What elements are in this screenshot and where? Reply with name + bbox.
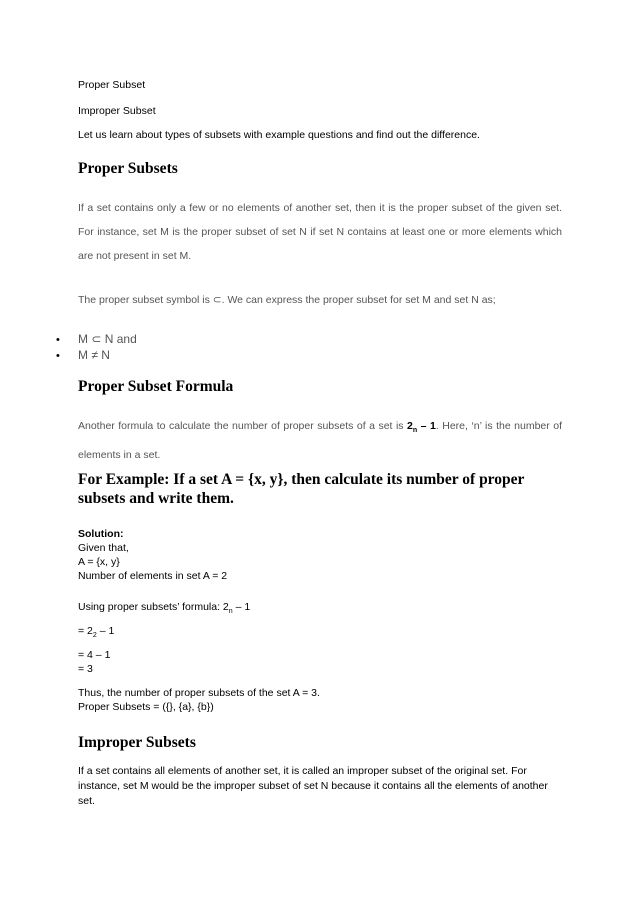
formula-tail: – 1 — [417, 420, 436, 432]
bullet-text: M ⊂ N and — [78, 332, 137, 346]
using-formula-tail: – 1 — [232, 601, 251, 613]
formula-text-after: . Here, ‘n’ is the number of elements in a set. — [78, 420, 563, 462]
formula-text — [78, 414, 562, 467]
proper-subsets-heading: Proper Subsets — [78, 160, 178, 177]
example-heading: For Example: If a set A = {x, y}, then calculate its number of proper subsets and write them. — [78, 471, 525, 507]
step3-line: = 3 — [78, 663, 93, 675]
solution-block — [78, 527, 568, 583]
proper-subsets-definition: If a set contains only a few or no elements of another set, then it is the proper subset of the given set. For instance, set M is the proper subset of set N if set N contains at least one or more elements which are not present in set M. — [78, 202, 562, 262]
steps-block — [78, 648, 568, 676]
conclusion-subsets: Proper Subsets = ({}, {a}, {b}) — [78, 701, 214, 713]
step1-line — [78, 624, 568, 643]
using-formula-exponent: n — [228, 608, 233, 616]
solution-label: Solution: — [78, 528, 124, 540]
using-formula-text: Using proper subsets’ formula: 2 — [78, 601, 229, 613]
intro-text: Let us learn about types of subsets with example questions and find out the difference. — [78, 129, 480, 141]
formula-base: 2 — [407, 420, 413, 432]
step1-base: = 2 — [78, 625, 93, 637]
step1-tail: – 1 — [96, 625, 115, 637]
improper-subsets-definition: If a set contains all elements of another set, it is called an improper subset of the original set. For instance, set M would be the improper subset of set N because it contains all the elements of another set. — [78, 765, 548, 807]
proper-subset-formula-heading: Proper Subset Formula — [78, 378, 234, 395]
toc-item-improper-subset: Improper Subset — [78, 105, 156, 117]
using-formula-line — [78, 600, 568, 619]
bullet-icon: • — [56, 334, 60, 346]
formula-expression — [407, 420, 436, 435]
bullet-item — [56, 347, 137, 363]
set-a-line: A = {x, y} — [78, 556, 120, 568]
toc-item-proper-subset: Proper Subset — [78, 79, 146, 91]
conclusion-count: Thus, the number of proper subsets of the set A = 3. — [78, 687, 320, 699]
proper-subset-bullets — [56, 331, 137, 363]
num-elements-line: Number of elements in set A = 2 — [78, 570, 228, 582]
bullet-icon: • — [56, 350, 60, 362]
step1-exponent: 2 — [92, 632, 97, 640]
improper-subsets-heading: Improper Subsets — [78, 734, 196, 751]
formula-exponent: n — [412, 427, 418, 435]
conclusion-block — [78, 686, 568, 714]
bullet-item — [56, 331, 137, 347]
bullet-text: M ≠ N — [78, 348, 110, 362]
step2-line: = 4 – 1 — [78, 649, 111, 661]
given-line: Given that, — [78, 542, 129, 554]
proper-subset-symbol-text: The proper subset symbol is ⊂. We can express the proper subset for set M and set N as; — [78, 294, 496, 306]
formula-text-before: Another formula to calculate the number of proper subsets of a set is — [78, 420, 408, 432]
